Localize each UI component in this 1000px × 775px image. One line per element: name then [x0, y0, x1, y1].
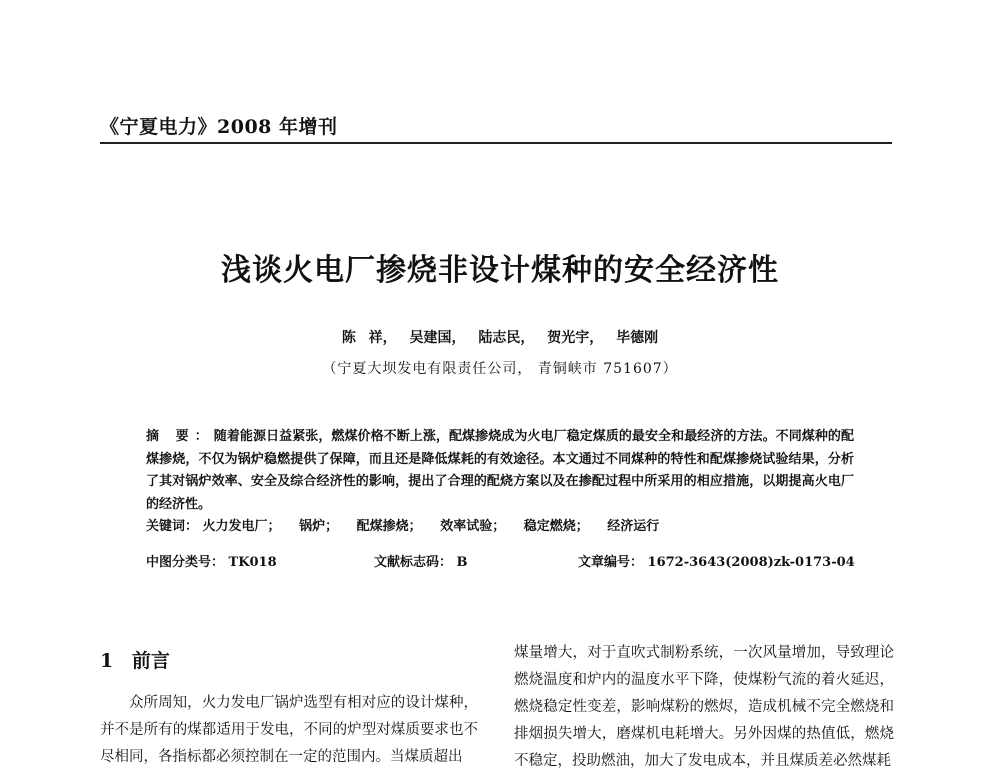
article-number: 文章编号： 1672-3643(2008)zk-0173-04: [578, 555, 855, 570]
abstract-label: 摘 要：: [146, 429, 214, 444]
keywords-label: 关键词：: [146, 519, 199, 534]
keyword: 经济运行: [607, 519, 660, 534]
affiliation: （宁夏大坝发电有限责任公司， 青铜峡市 751607）: [322, 361, 678, 377]
keyword: 配煤掺烧；: [356, 519, 422, 534]
body-paragraph: 煤量增大，对于直吹式制粉系统，一次风量增加，导致理论燃烧温度和炉内的温度水平下降，使煤粉气流的着火延迟，燃烧稳定性变差，影响煤粉的燃烬，造成机械不完全燃烧和排烟损失增大，磨煤机电耗增大。另外因煤的热值低，燃烧不稳定，投助燃油，加大了发电成本，并且煤质差必然煤耗: [514, 645, 894, 769]
paper-title: 浅谈火电厂掺烧非设计煤种的安全经济性: [221, 253, 779, 288]
body-paragraph: 众所周知，火力发电厂锅炉选型有相对应的设计煤种，并不是所有的煤都适用于发电，不同的炉型对煤质要求也不尽相同，各指标都必须控制在一定的范围内。当煤质超出: [100, 695, 478, 765]
classification-row: [146, 551, 854, 571]
document-code: 文献标志码： B: [374, 555, 468, 570]
journal-header: 《宁夏电力》2008 年增刊: [100, 116, 338, 138]
abstract-text: 随着能源日益紧张，燃煤价格不断上涨，配煤掺烧成为火电厂稳定煤质的最安全和最经济的方法。不同煤种的配煤掺烧，不仅为锅炉稳燃提供了保障，而且还是降低煤耗的有效途径。本文通过不同煤种的特性和配煤掺烧试验结果，分析了其对锅炉效率、安全及综合经济性的影响，提出了合理的配烧方案以及在掺配过程中所采用的相应措施，以期提高火电厂的经济性。: [146, 429, 854, 512]
abstract-block: [146, 426, 854, 539]
authors: 陈 祥， 吴建国， 陆志民， 贺光宇， 毕德刚: [341, 330, 659, 346]
header-rule: [100, 142, 892, 144]
clc-number: 中图分类号： TK018: [146, 555, 277, 570]
section-heading: 1 前言: [100, 650, 170, 672]
body-left-column: [100, 690, 478, 771]
keywords-row: [146, 516, 854, 539]
keyword: 锅炉；: [299, 519, 339, 534]
body-right-column: [514, 640, 894, 775]
abstract: [146, 426, 854, 516]
keyword: 稳定燃烧；: [523, 519, 589, 534]
keyword: 效率试验；: [440, 519, 506, 534]
keyword: 火力发电厂；: [202, 519, 281, 534]
